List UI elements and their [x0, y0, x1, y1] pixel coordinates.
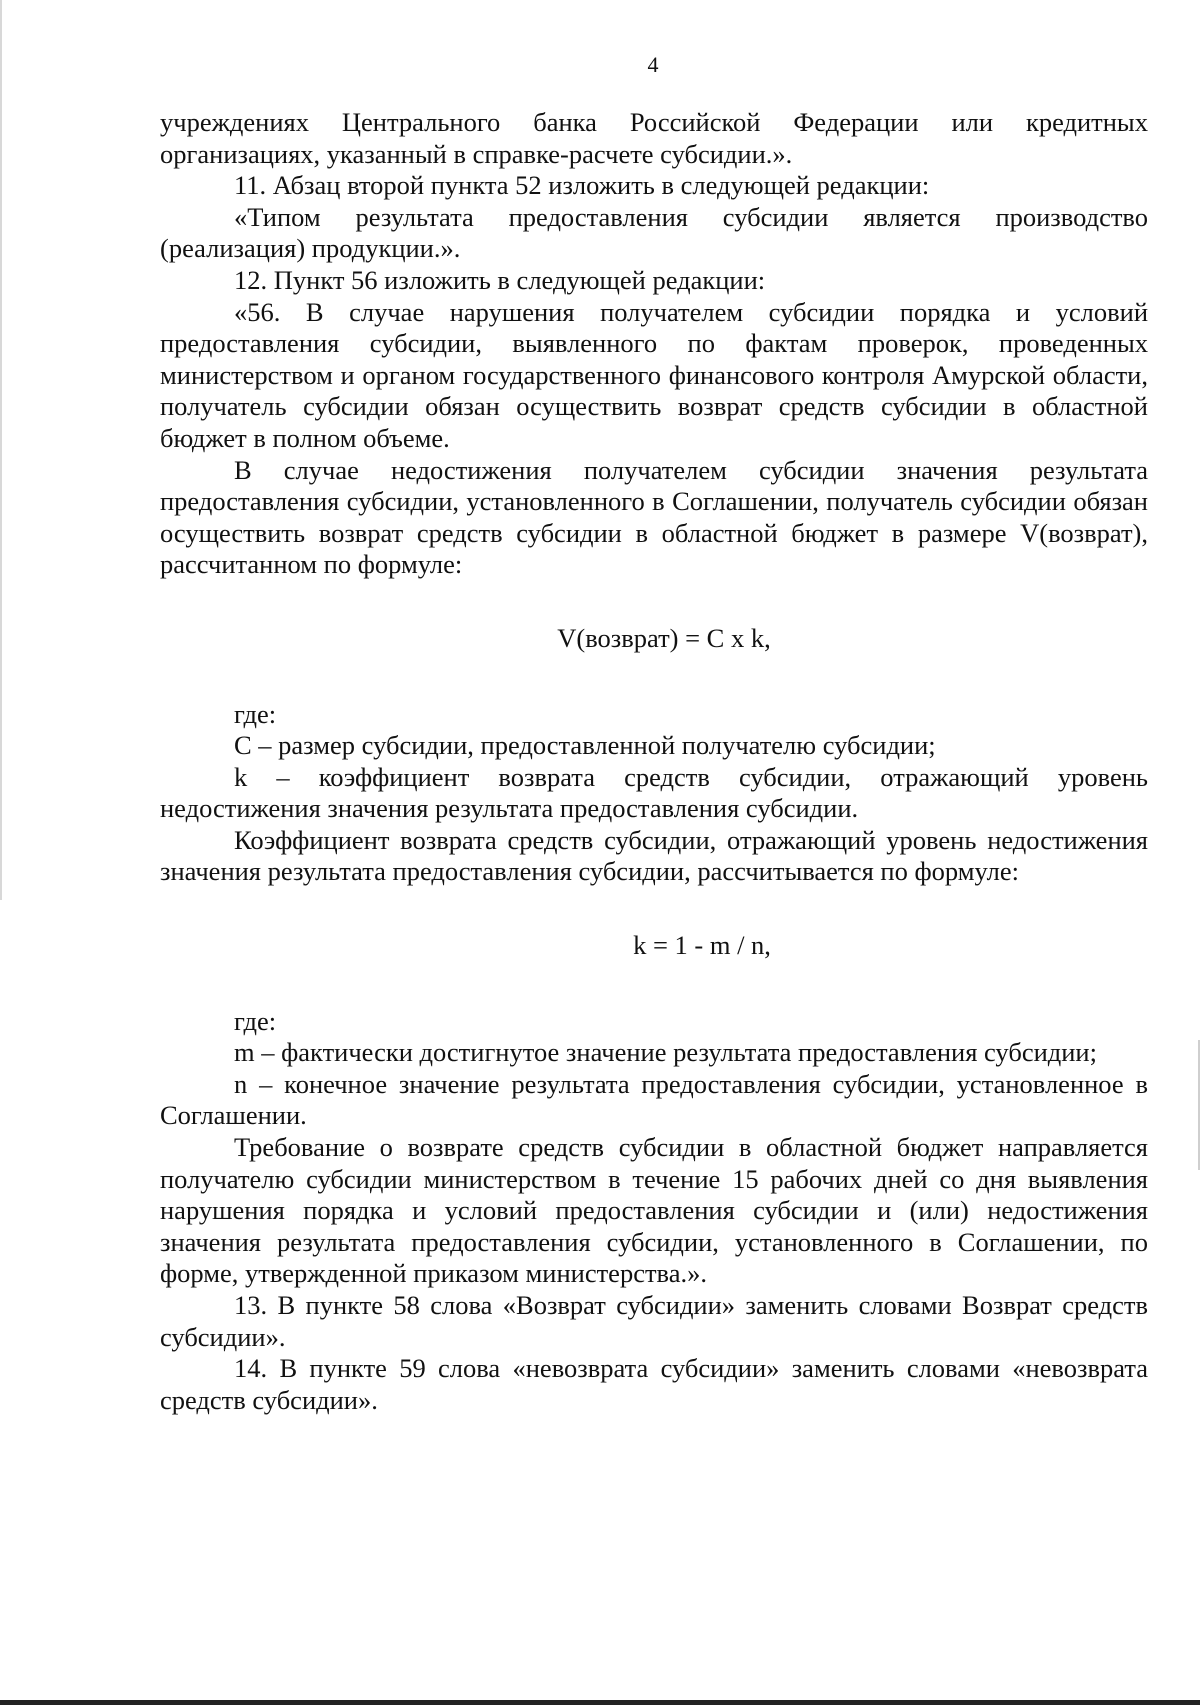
where-label-2: где:	[234, 1005, 277, 1036]
page-number: 4	[647, 52, 659, 77]
paragraph-continuation: учреждениях Центрального банка Российской Федерации или кредитных организациях, указанный в справке-расчете субсидии.».	[160, 107, 1148, 169]
definition-k: k – коэффициент возврата средств субсидии, отражающий уровень недостижения значения результата предоставления субсидии.	[160, 761, 1148, 824]
scan-bottom-edge	[0, 1700, 1200, 1705]
definition-c: C – размер субсидии, предоставленной получателю субсидии;	[234, 730, 936, 761]
paragraph-item-13: 13. В пункте 58 слова «Возврат субсидии» заменить словами Возврат средств субсидии».	[160, 1290, 1148, 1352]
paragraph-item-11: 11. Абзац второй пункта 52 изложить в следующей редакции:	[234, 170, 930, 201]
document-body	[160, 107, 1148, 1416]
scan-left-edge	[0, 0, 2, 900]
formula-refund: V(возврат) = C x k,	[557, 622, 771, 653]
definition-n: n – конечное значение результата предоставления субсидии, установленное в Соглашении.	[160, 1068, 1148, 1131]
definition-m: m – фактически достигнутое значение результата предоставления субсидии;	[234, 1037, 1097, 1068]
paragraph-refund-demand: Требование о возврате средств субсидии в областной бюджет направляется получателю субсидии министерством в течение 15 рабочих дней со дня выявления нарушения порядка и условий предоставления субсидии и (или) недостижения значения результата предоставления субсидии, установленного в Соглашении, по форме, утвержденной приказом министерства.».	[160, 1132, 1148, 1289]
paragraph-non-achievement: В случае недостижения получателем субсидии значения результата предоставления субсидии, установленного в Соглашении, получатель субсидии обязан осуществить возврат средств субсидии в областной бюджет в размере V(возврат), рассчитанном по формуле:	[160, 454, 1148, 580]
paragraph-item-12: 12. Пункт 56 изложить в следующей редакции:	[234, 264, 766, 295]
paragraph-coefficient: Коэффициент возврата средств субсидии, отражающий уровень недостижения значения результата предоставления субсидии, рассчитывается по формуле:	[160, 824, 1148, 887]
where-label: где:	[234, 698, 277, 729]
paragraph-item-14: 14. В пункте 59 слова «невозврата субсидии» заменить словами «невозврата средств субсидии».	[160, 1353, 1148, 1415]
paragraph-point-56: «56. В случае нарушения получателем субсидии порядка и условий предоставления субсидии, выявленного по фактам проверок, проведенных министерством и органом государственного финансового контроля Амурской области, получатель субсидии обязан осуществить возврат средств субсидии в областной бюджет в полном объеме.	[160, 296, 1148, 453]
paragraph-result-type: «Типом результата предоставления субсидии является производство (реализация) продукции.».	[160, 201, 1148, 264]
formula-coefficient: k = 1 - m / n,	[633, 930, 771, 961]
